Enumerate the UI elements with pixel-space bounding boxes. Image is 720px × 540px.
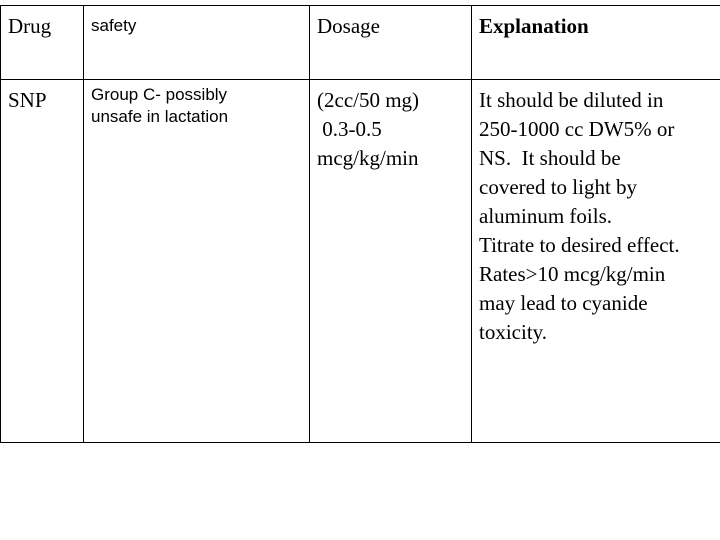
header-row <box>1 6 720 80</box>
explanation-line: toxicity. <box>479 320 548 344</box>
header-safety: safety <box>91 16 137 35</box>
safety-line: unsafe in lactation <box>91 107 229 126</box>
explanation-line: Titrate to desired effect. <box>479 233 680 257</box>
explanation-line: 250-1000 cc DW5% or <box>479 117 675 141</box>
explanation-line: covered to light by <box>479 175 638 199</box>
header-cell-dosage <box>310 6 472 80</box>
safety-text <box>84 80 309 128</box>
explanation-line: aluminum foils. <box>479 204 612 228</box>
cell-dosage <box>310 80 472 443</box>
drug-name: SNP <box>8 88 47 112</box>
cell-safety <box>84 80 310 443</box>
dosage-line: 0.3-0.5 <box>317 117 382 141</box>
explanation-line: NS. It should be <box>479 146 621 170</box>
header-drug: Drug <box>8 14 52 38</box>
header-explanation: Explanation <box>479 14 589 38</box>
explanation-line: Rates>10 mcg/kg/min <box>479 262 666 286</box>
cell-explanation <box>472 80 720 443</box>
explanation-line: may lead to cyanide <box>479 291 648 315</box>
header-cell-drug <box>1 6 84 80</box>
cell-drug <box>1 80 84 443</box>
dosage-text <box>310 80 471 173</box>
header-dosage: Dosage <box>317 14 380 38</box>
header-cell-safety <box>84 6 310 80</box>
safety-line: Group C- possibly <box>91 85 228 104</box>
dosage-line: mcg/kg/min <box>317 146 419 170</box>
drug-table <box>0 5 720 443</box>
header-cell-explanation <box>472 6 720 80</box>
dosage-line: (2cc/50 mg) <box>317 88 420 112</box>
explanation-text <box>472 80 720 347</box>
explanation-line: It should be diluted in <box>479 88 664 112</box>
table-row <box>1 80 720 443</box>
